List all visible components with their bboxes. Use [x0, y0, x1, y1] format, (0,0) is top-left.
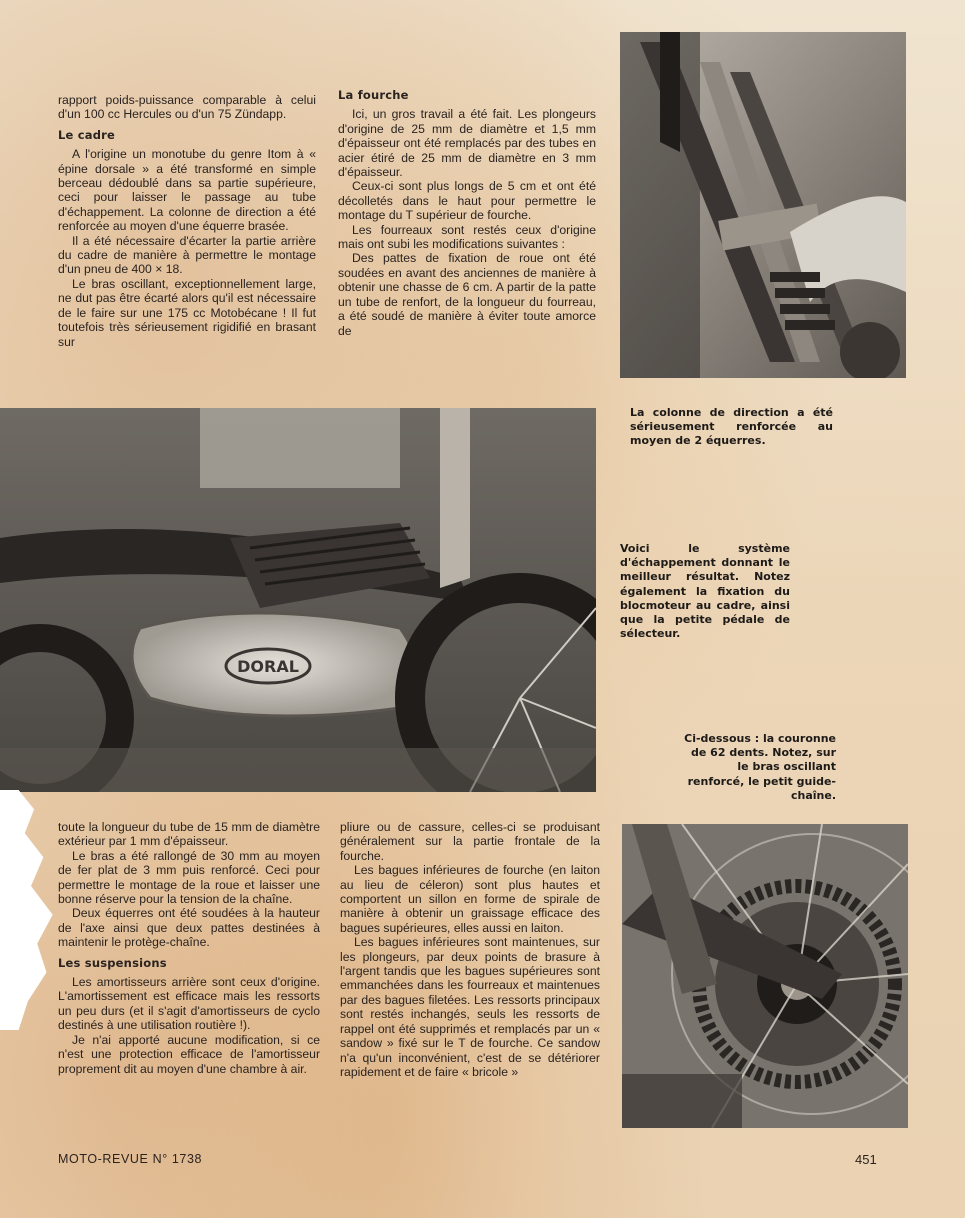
- caption-fork: [630, 406, 833, 449]
- photo-rear-sprocket: [622, 824, 908, 1128]
- paragraph-bras-3: Deux équerres ont été soudées à la hauteur de l'axe ainsi que deux pattes destinées à maintenir le protège-chaîne.: [58, 906, 320, 950]
- photo-fork-steering-column: [620, 32, 906, 378]
- paragraph-suspensions-2: Je n'ai apporté aucune modification, si ce n'est une protection efficace de l'amortisseur proprement dit au moyen d'une chambre à air.: [58, 1032, 320, 1076]
- paragraph-cadre-1: A l'origine un monotube du genre Itom à « épine dorsale » a été transformé en simple berceau dédoublé dans sa partie supérieure, ceci pour laisser le passage au tube d'échappement. La colonne de direction a été renforcée au moyen d'une équerre brasée.: [58, 147, 316, 234]
- paragraph-cadre-3: Le bras oscillant, exceptionnellement large, ne dut pas être écarté alors qu'il est nécessaire de le faire sur une 175 cc Motobécane ! Il fut toutefois très sérieusement rigidifié en brasant sur: [58, 276, 316, 349]
- paragraph-bagues-3: Les bagues inférieures sont maintenues, sur les plongeurs, par deux points de brasure à l'argent tandis que les bagues supérieures sont emmanchées dans les fourreaux et maintenues par des bagues filetées. Les ressorts principaux sont restés inchangés, seuls les ressorts de rappel ont été supprimés et remplacés par un « sandow » fixé sur le T de fourche. Ce sandow n'a qu'un inconvénient, c'est de se détériorer rapidement et de faire « bricole »: [340, 935, 600, 1079]
- text-column-bottom-middle: [340, 820, 600, 1079]
- caption-exhaust: [620, 542, 790, 641]
- paragraph-bras-2: Le bras a été rallongé de 30 mm au moyen de fer plat de 3 mm puis renforcé. Ceci pour permettre le montage de la roue et laisser une bonne réserve pour la tension de la chaîne.: [58, 848, 320, 907]
- text-column-top-middle: [338, 88, 596, 338]
- heading-la-fourche: La fourche: [338, 88, 409, 102]
- paragraph-fourche-1: Ici, un gros travail a été fait. Les plongeurs d'origine de 25 mm de diamètre et 1,5 mm d'épaisseur ont été remplacés par des tubes en acier étiré de 25 mm de diamètre en 3 mm d'épaisseur.: [338, 107, 596, 180]
- text-column-bottom-left: [58, 820, 320, 1076]
- caption-sprocket: [678, 732, 836, 803]
- heading-le-cadre: Le cadre: [58, 127, 116, 142]
- caption-sprocket-text: Ci-dessous : la couronne de 62 dents. Notez, sur le bras oscillant renforcé, le petit guide-chaîne.: [684, 732, 836, 802]
- paragraph-bagues-1: pliure ou de cassure, celles-ci se produisant généralement sur la partie frontale de la fourche.: [340, 820, 600, 863]
- torn-paper-edge: [0, 790, 62, 1030]
- photo-engine-exhaust: [0, 408, 596, 792]
- caption-exhaust-text: Voici le système d'échappement donnant le meilleur résultat. Notez également la fixation du blocmoteur au cadre, ainsi que la petite pédale de sélecteur.: [620, 542, 790, 641]
- paragraph-fourche-4: Des pattes de fixation de roue ont été soudées en avant des anciennes de manière à obtenir une chasse de 6 cm. A partir de la patte un tube de renfort, de la longueur du fourreau, a été soudé de manière à éviter toute amorce de: [338, 251, 596, 338]
- footer-page-number: 451: [855, 1152, 877, 1167]
- caption-fork-text: La colonne de direction a été sérieusement renforcée au moyen de 2 équerres.: [630, 406, 833, 448]
- paragraph-cadre-2: Il a été nécessaire d'écarter la partie arrière du cadre de manière à permettre le montage d'un pneu de 400 × 18.: [58, 233, 316, 277]
- paragraph-bras-1: toute la longueur du tube de 15 mm de diamètre extérieur par 1 mm d'épaisseur.: [58, 820, 320, 849]
- paragraph-fourche-3: Les fourreaux sont restés ceux d'origine mais ont subi les modifications suivantes :: [338, 222, 596, 252]
- paragraph-intro: rapport poids-puissance comparable à celui d'un 100 cc Hercules ou d'un 75 Zündapp.: [58, 93, 316, 122]
- text-column-top-left: [58, 93, 316, 349]
- engine-brand-label: DORAL: [237, 657, 299, 676]
- footer-magazine-issue: MOTO-REVUE N° 1738: [58, 1152, 203, 1166]
- paragraph-bagues-2: Les bagues inférieures de fourche (en laiton au lieu de céleron) sont plus hautes et comportent un sillon en forme de spirale de manière à obtenir un graissage efficace des bagues supérieures, elles aussi en laiton.: [340, 863, 600, 935]
- heading-les-suspensions: Les suspensions: [58, 955, 167, 970]
- paragraph-fourche-2: Ceux-ci sont plus longs de 5 cm et ont été décolletés dans le haut pour permettre le montage du T supérieur de fourche.: [338, 179, 596, 223]
- paragraph-suspensions-1: Les amortisseurs arrière sont ceux d'origine. L'amortissement est efficace mais les ressorts un peu durs (et il s'agit d'amortisseurs de cyclo destinés à une utilisation routière !).: [58, 975, 320, 1033]
